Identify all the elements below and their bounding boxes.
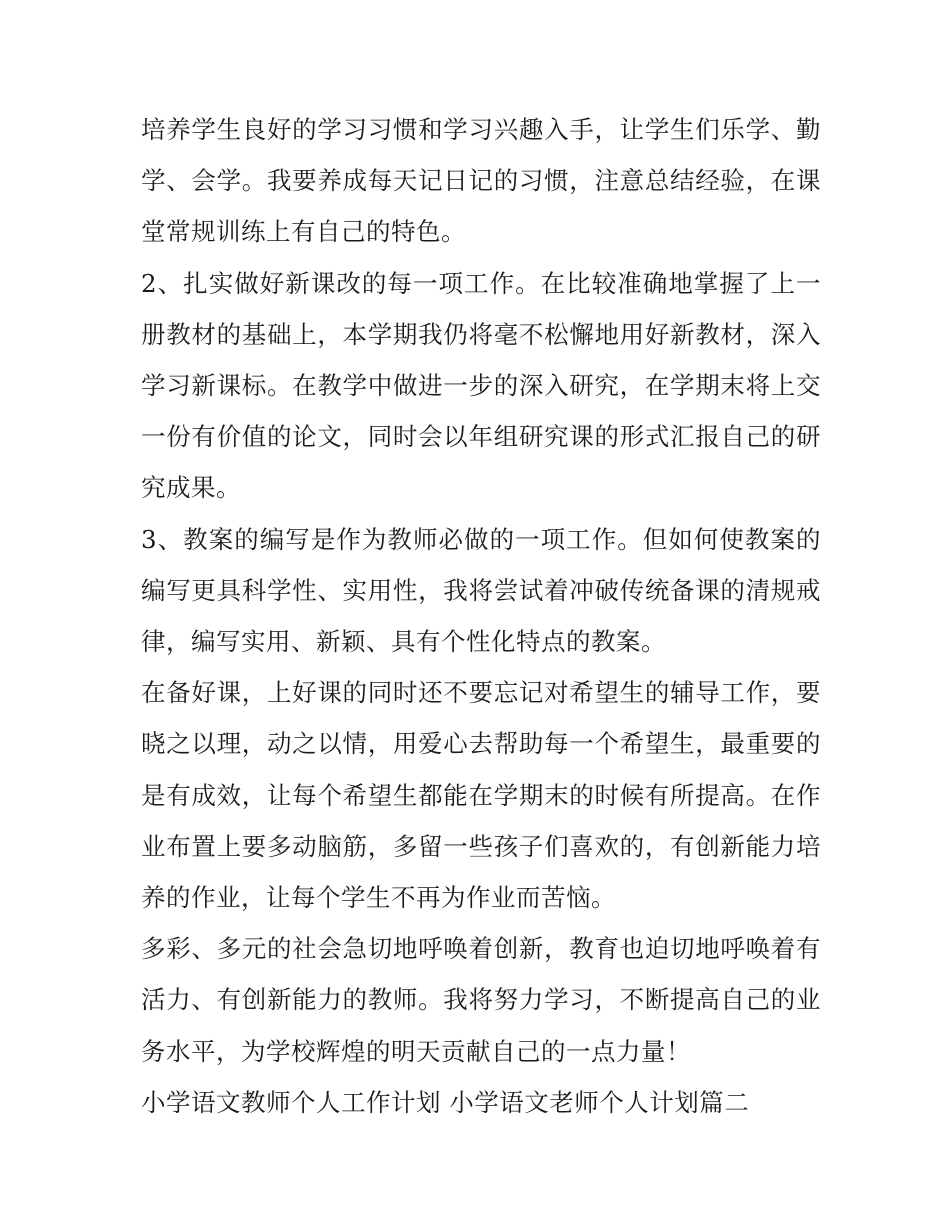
- paragraph-lesson-plans: 3、教案的编写是作为教师必做的一项工作。但如何使教案的编写更具科学性、实用性，我将尝试着冲破传统备课的清规戒律，编写实用、新颖、具有个性化特点的教案。: [141, 524, 821, 657]
- section-heading: 小学语文教师个人工作计划 小学语文老师个人计划篇二: [141, 1087, 750, 1117]
- paragraph-innovation: 多彩、多元的社会急切地呼唤着创新，教育也迫切地呼唤着有活力、有创新能力的教师。我将努力学习，不断提高自己的业务水平，为学校辉煌的明天贡献自己的一点力量！: [141, 934, 821, 1066]
- document-body: [141, 104, 821, 1128]
- paragraph-habits: 培养学生良好的学习习惯和学习兴趣入手，让学生们乐学、勤学、会学。我要养成每天记日记的习惯，注意总结经验，在课堂常规训练上有自己的特色。: [141, 115, 821, 247]
- paragraph-curriculum-reform: 2、扎实做好新课改的每一项工作。在比较准确地掌握了上一册教材的基础上，本学期我仍将毫不松懈地用好新教材，深入学习新课标。在教学中做进一步的深入研究，在学期末将上交一份有价值的论文，同时会以年组研究课的形式汇报自己的研究成果。: [141, 268, 821, 503]
- paragraph-tutoring: 在备好课，上好课的同时还不要忘记对希望生的辅导工作，要晓之以理，动之以情，用爱心去帮助每一个希望生，最重要的是有成效，让每个希望生都能在学期末的时候有所提高。在作业布置上要多动脑筋，多留一些孩子们喜欢的，有创新能力培养的作业，让每个学生不再为作业而苦恼。: [141, 678, 821, 913]
